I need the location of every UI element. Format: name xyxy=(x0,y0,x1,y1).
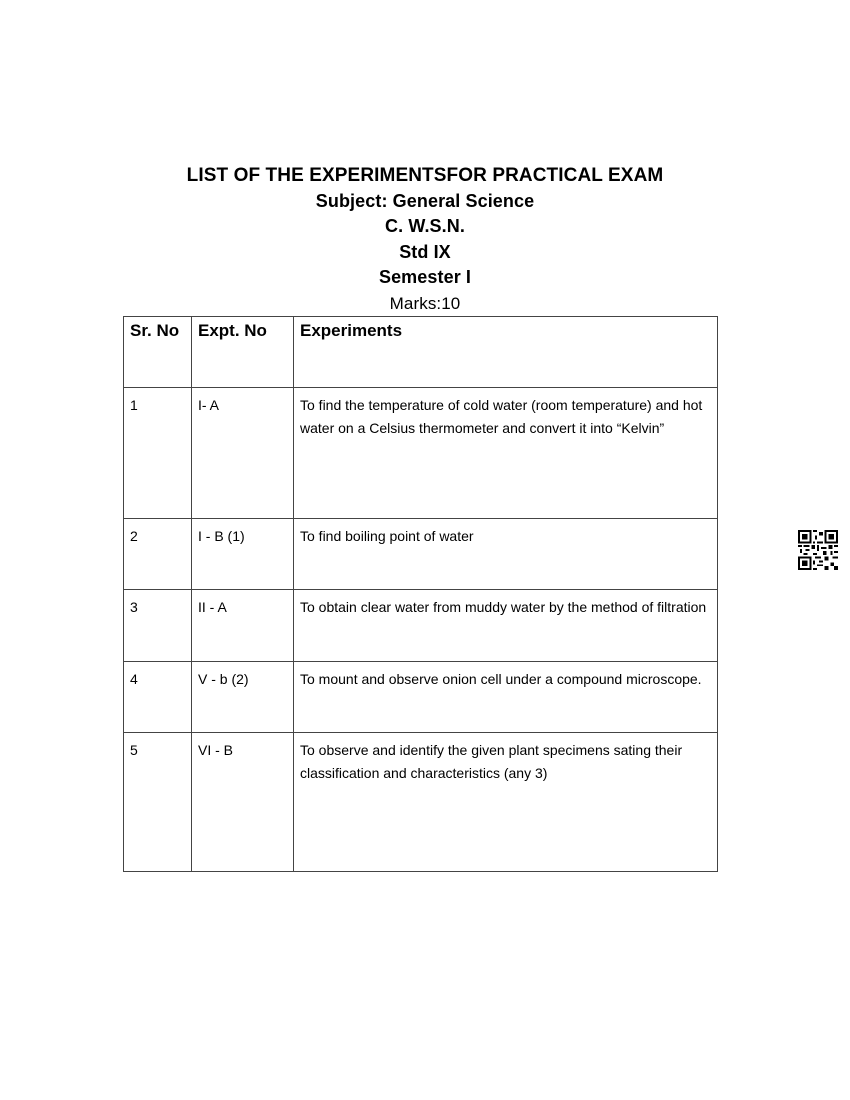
sr-no-cell: 4 xyxy=(124,662,192,733)
table-row xyxy=(124,590,718,662)
experiments-table xyxy=(123,316,718,872)
subject-line: Subject: General Science xyxy=(315,190,535,211)
expt-no-cell: II - A xyxy=(192,590,294,662)
table-row xyxy=(124,519,718,590)
semester-line: Semester I xyxy=(378,267,472,287)
column-header-experiments: Experiments xyxy=(294,317,718,388)
document-header xyxy=(0,163,850,316)
expt-no-cell: I - B (1) xyxy=(192,519,294,590)
experiment-cell: To mount and observe onion cell under a compound microscope. xyxy=(294,662,718,733)
sr-no-cell: 3 xyxy=(124,590,192,662)
experiment-cell: To find boiling point of water xyxy=(294,519,718,590)
code-line: C. W.S.N. xyxy=(385,216,465,236)
table-row xyxy=(124,388,718,519)
document-title: LIST OF THE EXPERIMENTSFOR PRACTICAL EXAM xyxy=(186,165,664,186)
column-header-sr-no: Sr. No xyxy=(124,317,192,388)
marks-line: Marks:10 xyxy=(389,293,461,313)
sr-no-cell: 5 xyxy=(124,733,192,872)
table-header-row xyxy=(124,317,718,388)
expt-no-cell: V - b (2) xyxy=(192,662,294,733)
column-header-expt-no: Expt. No xyxy=(192,317,294,388)
expt-no-cell: I- A xyxy=(192,388,294,519)
table-row xyxy=(124,733,718,872)
qr-code-icon xyxy=(798,530,838,570)
experiment-cell: To observe and identify the given plant specimens sating their classification and characteristics (any 3) xyxy=(294,733,718,872)
experiment-cell: To find the temperature of cold water (room temperature) and hot water on a Celsius thermometer and convert it into “Kelvin” xyxy=(294,388,718,519)
sr-no-cell: 1 xyxy=(124,388,192,519)
expt-no-cell: VI - B xyxy=(192,733,294,872)
std-line: Std IX xyxy=(399,241,451,262)
table-row xyxy=(124,662,718,733)
sr-no-cell: 2 xyxy=(124,519,192,590)
experiment-cell: To obtain clear water from muddy water by the method of filtration xyxy=(294,590,718,662)
